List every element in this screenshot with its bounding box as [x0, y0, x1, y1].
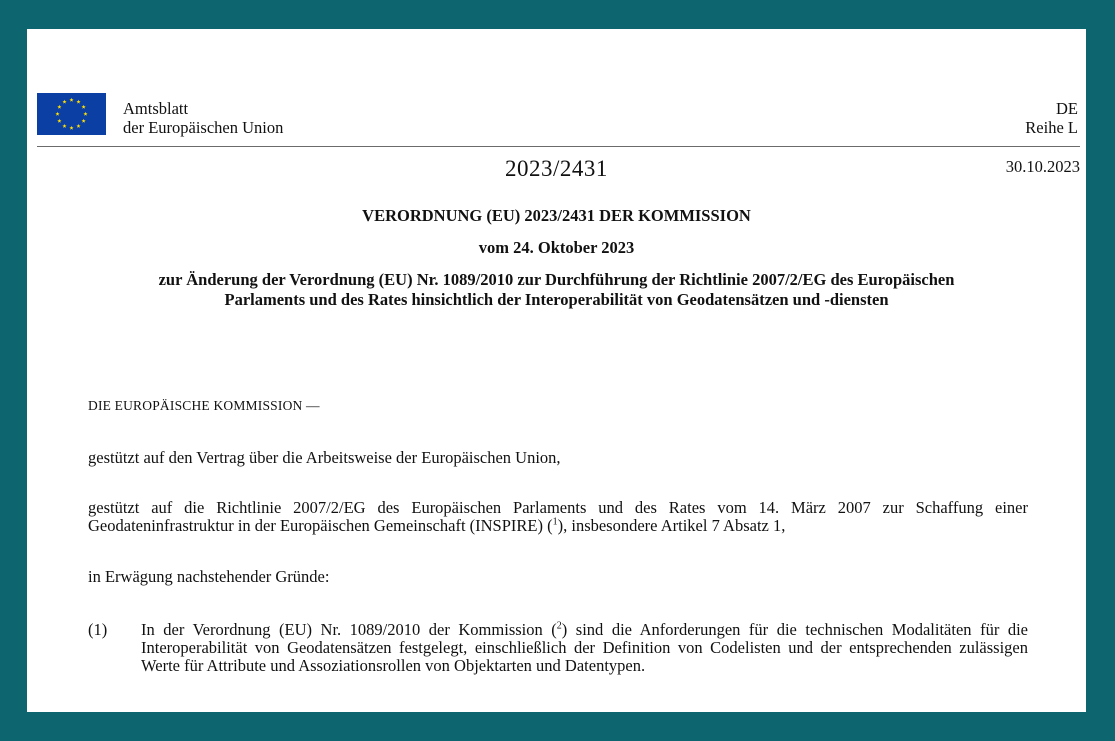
citation-directive-text-end: ), insbesondere Artikel 7 Absatz 1, [557, 516, 786, 535]
document-page [27, 29, 1086, 712]
flag-star [57, 119, 61, 123]
footnote-ref-2[interactable]: 2 [556, 620, 562, 632]
flag-star [57, 105, 61, 109]
document-number: 2023/2431 [505, 156, 608, 181]
publication-date: 30.10.2023 [1005, 157, 1080, 176]
journal-name-line2: der Europäischen Union [123, 118, 284, 137]
flag-star [83, 112, 87, 116]
flag-star [55, 112, 59, 116]
flag-star [82, 119, 86, 123]
regulation-title: VERORDNUNG (EU) 2023/2431 DER KOMMISSION [362, 206, 751, 225]
header-divider [37, 146, 1080, 147]
flag-star [62, 124, 66, 128]
flag-star [76, 124, 80, 128]
footnote-ref-1[interactable]: 1 [552, 516, 558, 528]
recital-text-start: In der Verordnung (EU) Nr. 1089/2010 der Kommission ( [141, 620, 557, 639]
flag-star [69, 126, 73, 130]
regulation-subject: zur Änderung der Verordnung (EU) Nr. 1089/2010 zur Durchführung der Richtlinie 2007/2/EG des Europäischen Parlaments und des Rates hinsichtlich der Interoperabilität von Geodatensätzen und -diensten [158, 270, 955, 309]
recital-text-end: ) sind die Anforderungen für die technischen Modalitäten für die Interoperabilität von Geodatensätzen festgelegt, einschließlich der Definition von Codelisten und der entsprechenden zulässigen Werte für Attribute und Assoziationsrollen von Objektarten und Datentypen. [141, 620, 1028, 675]
citation-treaty: gestützt auf den Vertrag über die Arbeitsweise der Europäischen Union, [88, 448, 561, 467]
whereas-intro: in Erwägung nachstehender Gründe: [88, 567, 330, 586]
eu-flag-icon [37, 93, 106, 135]
citation-directive-text: gestützt auf die Richtlinie 2007/2/EG des Europäischen Parlaments und des Rates vom 14. März 2007 zur Schaffung einer Geodateninfrastruktur in der Europäischen Gemeinschaft (INSPIRE) ( [88, 498, 1028, 535]
flag-star [76, 100, 80, 104]
recital-1 [88, 621, 1028, 675]
regulation-date: vom 24. Oktober 2023 [478, 238, 635, 257]
journal-name-line1: Amtsblatt [123, 99, 189, 118]
flag-star [69, 98, 73, 102]
language-code: DE [1056, 99, 1078, 118]
commission-heading: DIE EUROPÄISCHE KOMMISSION — [88, 398, 320, 413]
recital-text [141, 621, 1028, 675]
flag-star [82, 105, 86, 109]
flag-star [62, 100, 66, 104]
citation-directive [88, 499, 1028, 535]
recital-number: (1) [88, 620, 108, 639]
series-label: Reihe L [1025, 118, 1078, 137]
journal-meta [1025, 99, 1078, 137]
journal-name [123, 99, 283, 137]
